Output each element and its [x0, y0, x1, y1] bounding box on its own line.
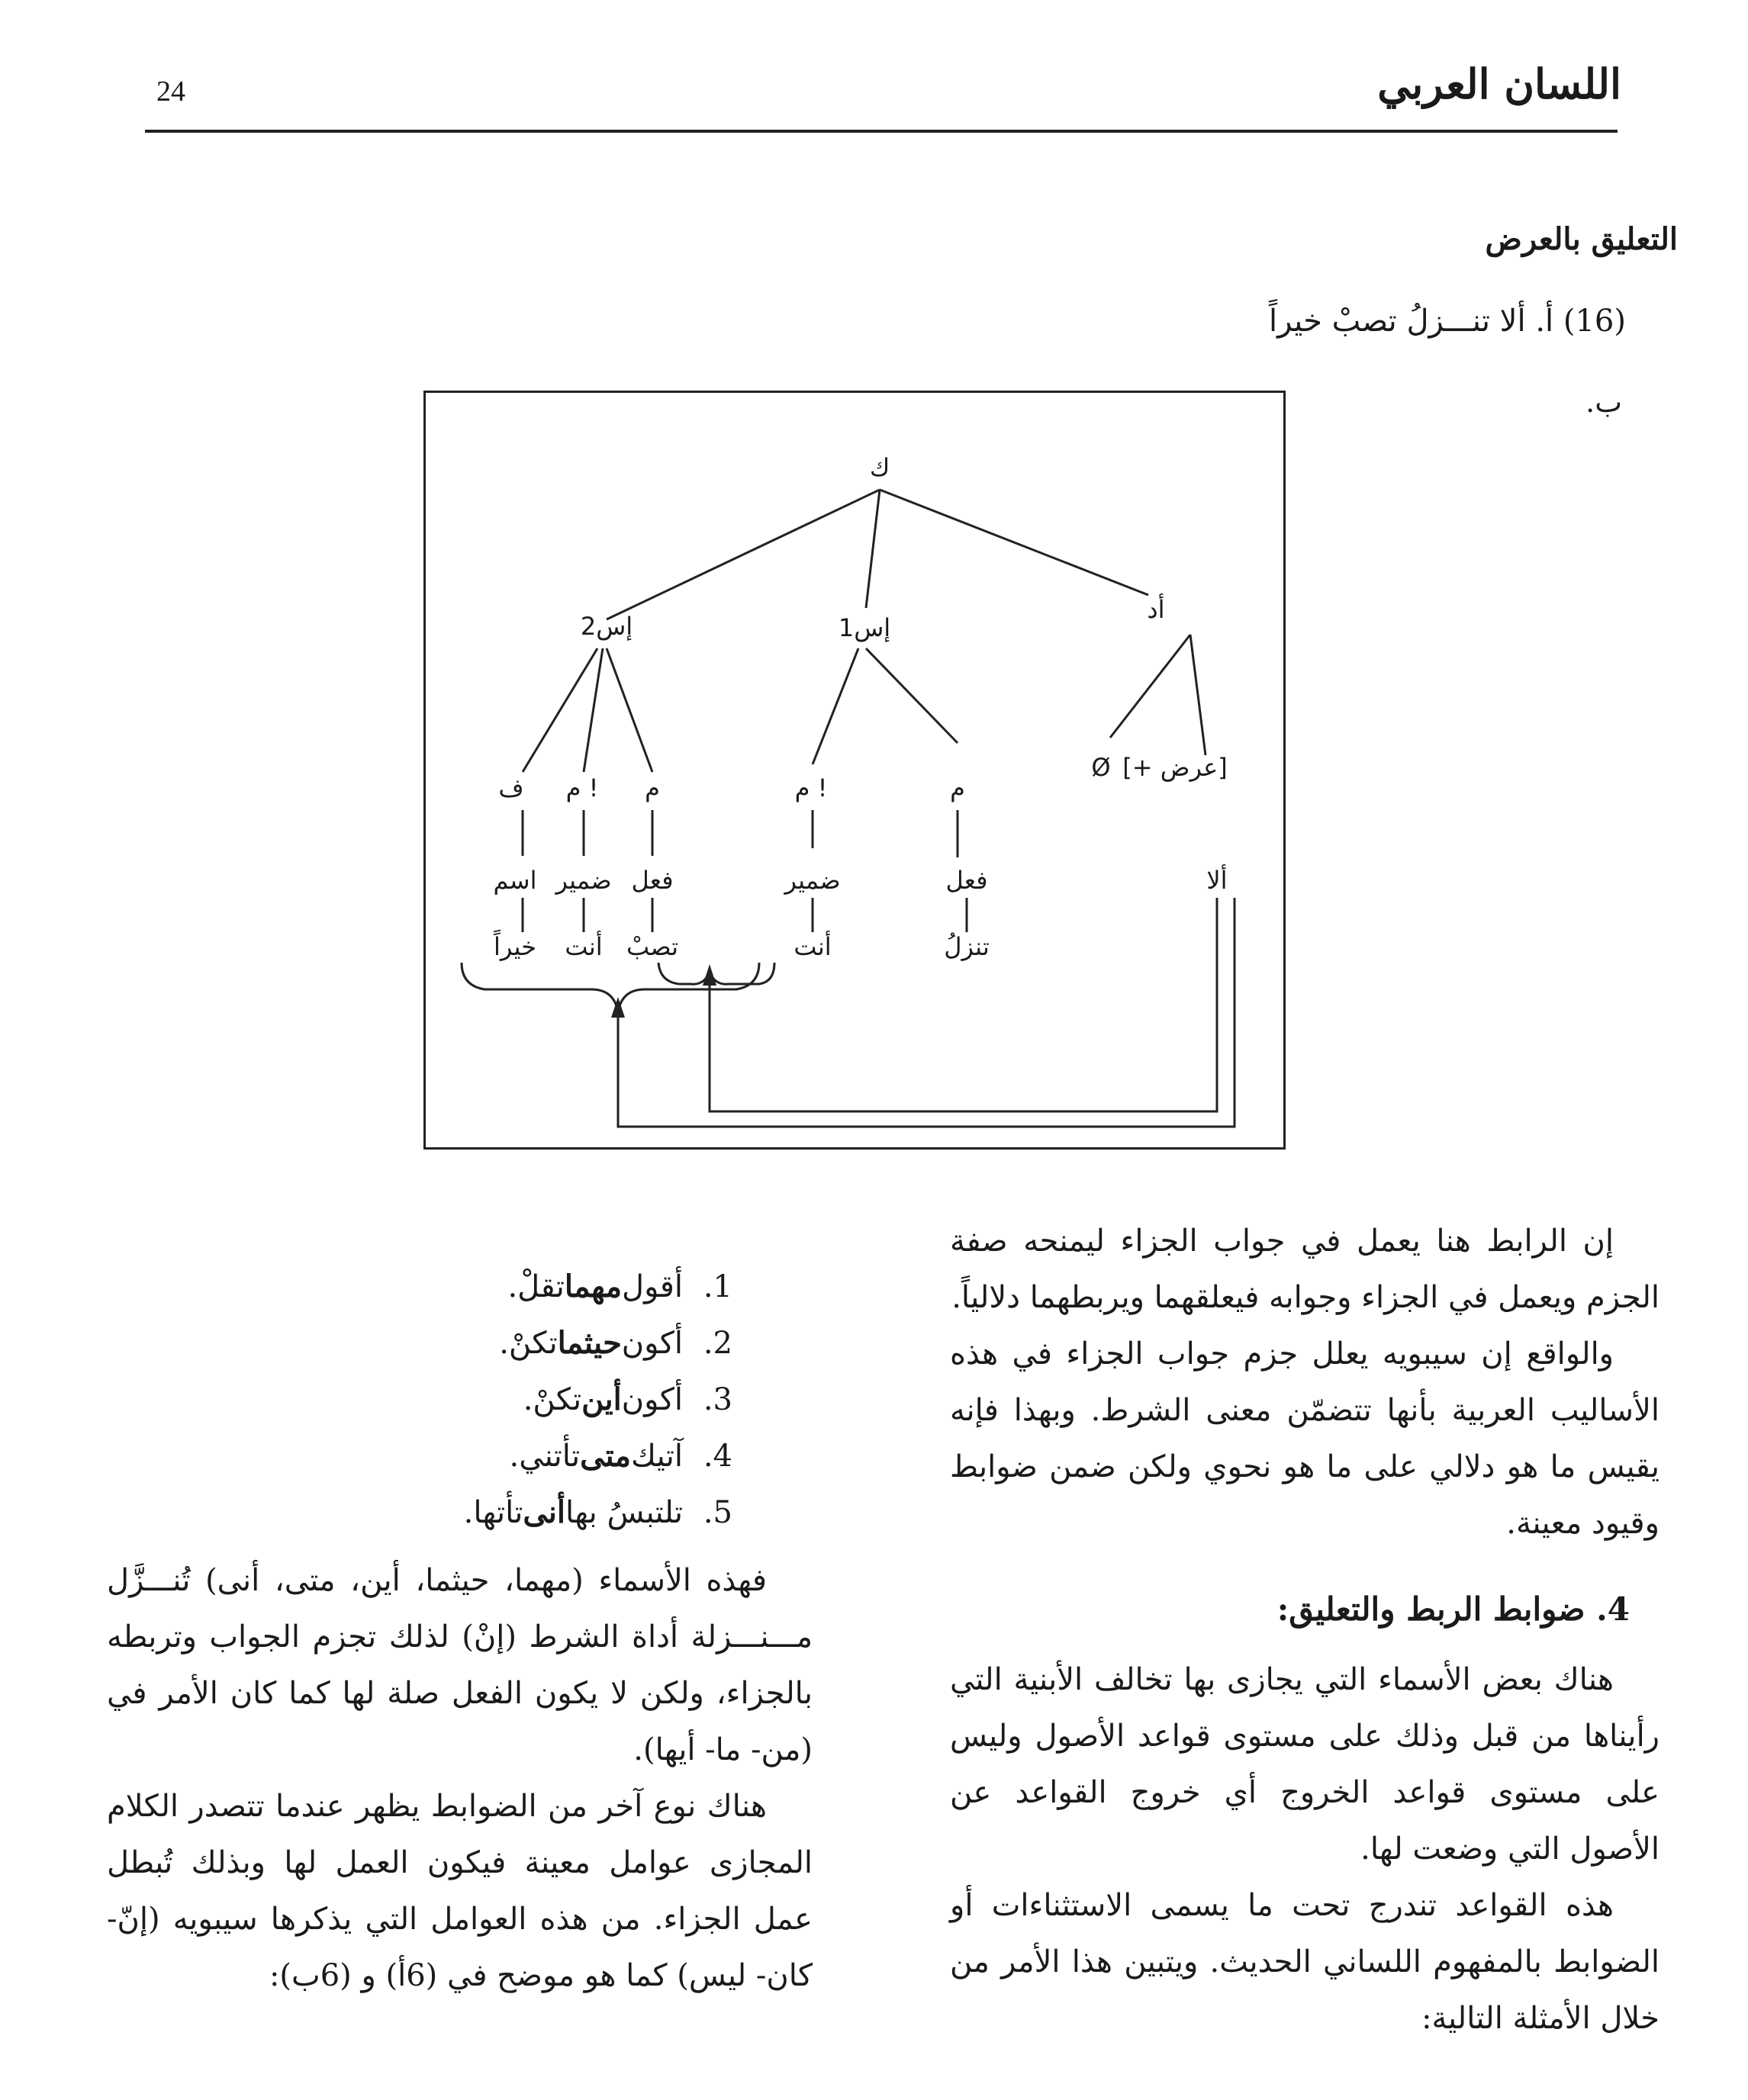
arrow-ala-clause1	[710, 898, 1217, 1111]
node-pron2: ضمير	[555, 866, 612, 895]
node-verb1: فعل	[945, 866, 988, 895]
example-item: 4. آتيك متى تأتني.	[509, 1438, 732, 1474]
example-item: 3. أكون أين تكنْ.	[523, 1381, 732, 1417]
word-tanzil: تنزلُ	[944, 932, 990, 961]
node-empty: Ø	[1091, 753, 1111, 782]
right-column-top	[950, 1213, 1659, 1552]
brace-clause2	[462, 963, 759, 1012]
section-title: التعليق بالعرض	[1485, 221, 1678, 257]
word-anta2: أنت	[565, 932, 603, 961]
arrowhead-clause1	[703, 964, 716, 986]
left-para-2: هناك نوع آخر من الضوابط يظهر عندما تتصدر الكلام المجازى عوامل معينة فيكون العمل لها وبذلك تُبطل عمل الجزاء. من هذه العوامل التي يذكرها سيبويه (إنّ- كان- ليس) كما هو موضح في (6أ) و (6ب):	[107, 1789, 813, 1993]
node-ad: أد	[1147, 595, 1165, 624]
node-verb2: فعل	[631, 866, 674, 895]
section-heading-4: 4. ضوابط الربط والتعليق:	[1276, 1590, 1630, 1628]
word-tusib: تصبْ	[626, 932, 679, 961]
right-para-1: إن الرابط هنا يعمل في جواب الجزاء ليمنحه صفة الجزم ويعمل في الجزاء وجوابه فيعلقهما ويربطهما دلالياً.	[950, 1224, 1659, 1315]
journal-logo: اللسان العربي	[1377, 59, 1621, 108]
edge-is2-m2	[607, 648, 652, 772]
example-item: 2. أكون حيثما تكنْ.	[499, 1325, 732, 1361]
node-feature: [+ عرض]	[1122, 753, 1228, 782]
left-para-1: فهذه الأسماء (مهما، حيثما، أين، متى، أنى) تُنـــزَّل مـــنـــزلة أداة الشرط (إنْ) لذلك تجزم الجواب وتربطه بالجزاء، ولكن لا يكون الفعل صلة لها كما كان الأمر في (من- ما- أيها).	[107, 1563, 813, 1767]
edge-is1-m1excl	[813, 648, 858, 764]
node-m2-excl: م !	[565, 773, 599, 802]
right-para-4: هذه القواعد تندرج تحت ما يسمى الاستثناءات أو الضوابط بالمفهوم اللساني الحديث. ويتبين هذا الأمر من خلال الأمثلة التالية:	[950, 1888, 1660, 2036]
edge-root-is1	[866, 490, 880, 608]
word-khayran: خيراً	[494, 932, 536, 961]
node-m1-excl: م !	[794, 773, 828, 802]
syntax-tree	[423, 391, 1286, 1150]
node-m2: م	[645, 773, 660, 802]
example-16a: (16) أ. ألا تنـــزلُ تصبْ خيراً	[1268, 304, 1626, 339]
node-root: ك	[869, 453, 890, 482]
node-ala: ألا	[1206, 866, 1228, 895]
node-is2: إس2	[580, 612, 633, 641]
page-number: 24	[156, 76, 185, 108]
examples-list	[427, 1259, 732, 1541]
edge-root-ad	[880, 490, 1148, 595]
node-f: ف	[498, 773, 524, 802]
example-16b-label: ب.	[1585, 385, 1622, 419]
right-para-2: والواقع إن سيبويه يعلل جزم جواب الجزاء في هذه الأساليب العربية بأنها تتضمّن معنى الشرط. وبهذا فإنه يقيس ما هو دلالي على ما هو نحوي ولكن ضمن ضوابط وقيود معينة.	[950, 1336, 1659, 1541]
example-item: 5. تلتبسُ بها أنى تأتها.	[463, 1494, 732, 1530]
right-para-3: هناك بعض الأسماء التي يجازى بها تخالف الأبنية التي رأيناها من قبل وذلك على مستوى قواعد الأصول وليس على مستوى قواعد الخروج أي خروج القواعد عن الأصول التي وضعت لها.	[950, 1662, 1659, 1867]
edge-is1-m1	[866, 648, 958, 743]
right-column-bottom	[950, 1651, 1659, 2047]
edge-ad-empty	[1110, 635, 1190, 738]
node-is1: إس1	[838, 613, 891, 642]
node-pron1: ضمير	[784, 866, 841, 895]
example-item: 1. أقول مهما تقلْ.	[507, 1269, 732, 1304]
edge-ad-feature	[1190, 635, 1206, 755]
header-rule	[145, 130, 1618, 133]
left-column	[107, 1552, 813, 2004]
edge-root-is2	[607, 490, 880, 619]
word-anta1: أنت	[794, 932, 832, 961]
node-m1: م	[950, 773, 965, 802]
node-noun: اسم	[493, 866, 537, 895]
